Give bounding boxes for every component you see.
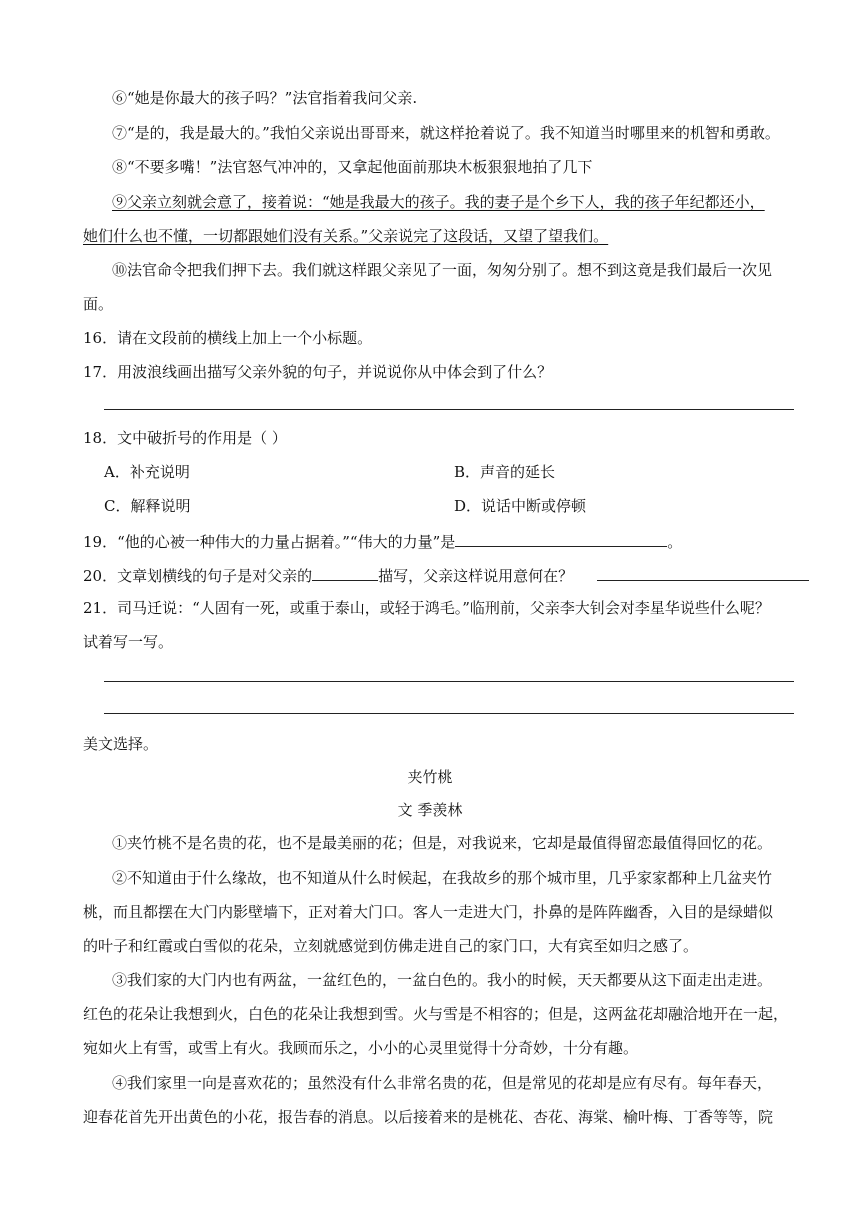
answer-blank-20b[interactable] <box>597 580 809 581</box>
question-21-line-2: 试着写一写。 <box>83 633 174 651</box>
paragraph-10-line-2: 面。 <box>83 295 114 313</box>
article-author: 文 季羡林 <box>397 801 463 819</box>
article-paragraph-4-line-2: 迎春花首先开出黄色的小花，报告春的消息。以后接着来的是桃花、杏花、海棠、榆叶梅、丁香等等，院 <box>83 1108 774 1126</box>
question-19-text: 19．“他的心被一种伟大的力量占据着。”“伟大的力量”是 <box>83 533 456 551</box>
answer-line-21a[interactable] <box>104 681 794 682</box>
section-heading: 美文选择。 <box>83 735 159 753</box>
answer-line-21b[interactable] <box>104 713 794 714</box>
article-paragraph-1: ①夹竹桃不是名贵的花，也不是最美丽的花；但是，对我说来，它却是最值得留恋最值得回忆的花。 <box>112 834 773 852</box>
paragraph-8: ⑧“不要多嘴！”法官怒气冲冲的，又拿起他面前那块木板狠狠地拍了几下 <box>112 158 593 176</box>
answer-line-17[interactable] <box>104 409 794 410</box>
question-20 <box>83 564 573 586</box>
paragraph-7: ⑦“是的，我是最大的。”我怕父亲说出哥哥来，就这样抢着说了。我不知道当时哪里来的机智和勇敢。 <box>112 124 780 142</box>
question-17: 17．用波浪线画出描写父亲外貌的句子，并说说你从中体会到了什么？ <box>83 363 553 381</box>
question-19 <box>83 530 682 552</box>
option-a[interactable]: A．补充说明 <box>104 463 190 481</box>
article-paragraph-3-line-3: 宛如火上有雪，或雪上有火。我顾而乐之，小小的心灵里觉得十分奇妙，十分有趣。 <box>83 1039 639 1057</box>
article-paragraph-3-line-2: 红色的花朵让我想到火，白色的花朵让我想到雪。火与雪是不相容的；但是，这两盆花却融洽地开在一起， <box>83 1005 789 1023</box>
article-paragraph-2-line-3: 的叶子和红霞或白雪似的花朵，立刻就感觉到仿佛走进自己的家门口，大有宾至如归之感了。 <box>83 937 699 955</box>
option-c[interactable]: C．解释说明 <box>104 497 191 515</box>
question-21-line-1: 21．司马迁说：“人固有一死，或重于泰山，或轻于鸿毛。”临刑前，父亲李大钊会对李星华说些什么呢？ <box>83 599 770 617</box>
paragraph-9-underlined-line-2: 她们什么也不懂，一切都跟她们没有关系。”父亲说完了这段话，又望了望我们。 <box>83 227 609 245</box>
question-16: 16．请在文段前的横线上加上一个小标题。 <box>83 329 373 347</box>
question-19-end: 。 <box>667 533 683 551</box>
answer-blank-19[interactable] <box>455 530 667 547</box>
option-b[interactable]: B．声音的延长 <box>454 463 556 481</box>
paragraph-9-underlined-line-1: ⑨父亲立刻就会意了，接着说：“她是我最大的孩子。我的妻子是个乡下人，我的孩子年纪都还小， <box>112 193 765 211</box>
article-title: 夹竹桃 <box>407 768 453 786</box>
option-d[interactable]: D．说话中断或停顿 <box>454 497 587 515</box>
article-paragraph-3-line-1: ③我们家的大门内也有两盆，一盆红色的，一盆白色的。我小的时候，天天都要从这下面走出走进。 <box>112 971 773 989</box>
article-paragraph-2-line-1: ②不知道由于什么缘故，也不知道从什么时候起，在我故乡的那个城市里，几乎家家都种上几盆夹竹 <box>112 869 773 887</box>
paragraph-10-line-1: ⑩法官命令把我们押下去。我们就这样跟父亲见了一面，匆匆分别了。想不到这竟是我们最后一次见 <box>112 261 773 279</box>
answer-blank-20a[interactable] <box>312 564 378 581</box>
article-paragraph-2-line-2: 桃，而且都摆在大门内影壁墙下，正对着大门口。客人一走进大门，扑鼻的是阵阵幽香，入目的是绿蜡似 <box>83 903 774 921</box>
question-18: 18．文中破折号的作用是（ ） <box>83 429 287 447</box>
question-20-text: 20．文章划横线的句子是对父亲的 <box>83 567 313 585</box>
question-20-text-2: 描写，父亲这样说用意何在？ <box>378 567 574 585</box>
paragraph-6: ⑥“她是你最大的孩子吗？”法官指着我问父亲. <box>112 89 418 107</box>
article-paragraph-4-line-1: ④我们家里一向是喜欢花的；虽然没有什么非常名贵的花，但是常见的花却是应有尽有。每年春天， <box>112 1074 773 1092</box>
